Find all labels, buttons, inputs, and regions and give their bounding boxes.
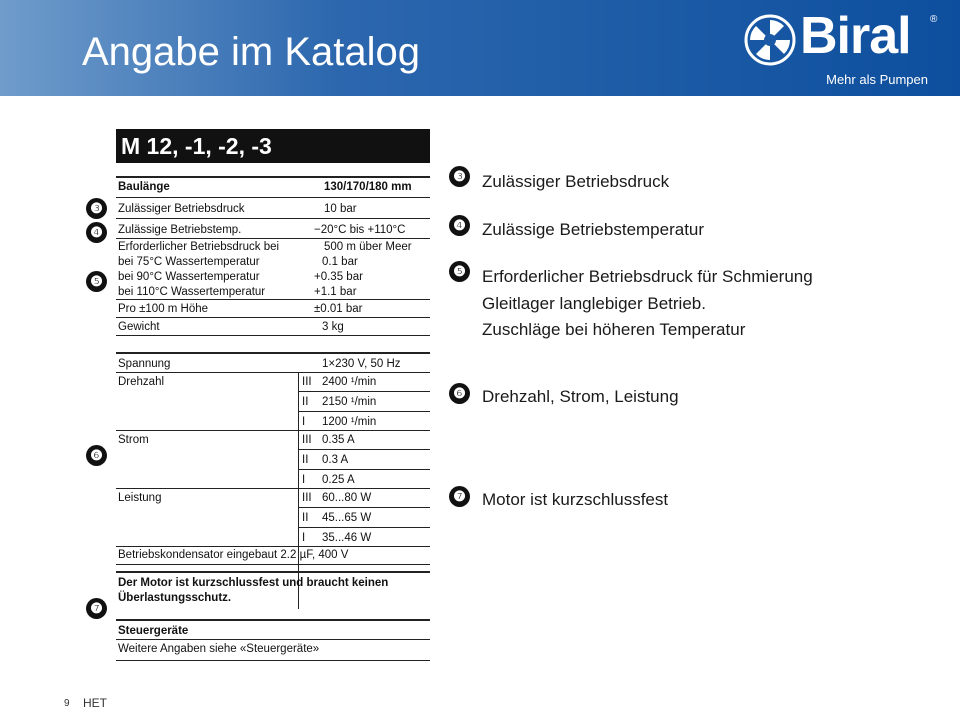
registered-mark: ®: [930, 14, 938, 25]
control-units-text: Weitere Angaben siehe «Steuergeräte»: [118, 643, 320, 655]
row-value: 0.1 bar: [322, 256, 358, 268]
row-label: Zulässige Betriebstemp.: [118, 224, 242, 236]
row-value: 130/170/180 mm: [324, 181, 412, 193]
annotation-6-text: Drehzahl, Strom, Leistung: [482, 387, 679, 406]
row-value: 2400 ¹/min: [322, 376, 377, 388]
row-value: 35...46 W: [322, 532, 372, 544]
divider: [298, 391, 430, 392]
marker-6: ❻: [86, 445, 107, 466]
divider: [116, 299, 430, 300]
marker-4: ❹: [86, 222, 107, 243]
row-value: 2150 ¹/min: [322, 396, 377, 408]
slide-title: Angabe im Katalog: [82, 30, 421, 74]
row-label: Zulässiger Betriebsdruck: [118, 203, 245, 215]
annotation-5-line2: Gleitlager langlebiger Betrieb.: [482, 294, 706, 313]
row-value: 0.3 A: [322, 454, 349, 466]
row-value: 45...65 W: [322, 512, 372, 524]
stage-label: II: [302, 454, 309, 466]
stage-column-divider: [298, 372, 299, 609]
row-value: 0.25 A: [322, 474, 355, 486]
row-value: −20°C bis +110°C: [314, 224, 406, 236]
stage-label: I: [302, 474, 306, 486]
divider: [116, 619, 430, 621]
row-label: Leistung: [118, 492, 162, 504]
stage-label: I: [302, 532, 306, 544]
row-value: 0.35 A: [322, 434, 355, 446]
annotation-5-line1: Erforderlicher Betriebsdruck für Schmierung: [482, 267, 813, 286]
row-label: Gewicht: [118, 321, 160, 333]
divider: [116, 352, 430, 354]
divider: [116, 546, 430, 547]
divider: [298, 527, 430, 528]
divider: [116, 218, 430, 219]
divider: [116, 639, 430, 640]
row-value: +1.1 bar: [314, 286, 357, 298]
divider: [116, 317, 430, 318]
annotation-4-text: Zulässige Betriebstemperatur: [482, 220, 705, 239]
divider: [298, 507, 430, 508]
row-value: 10 bar: [324, 203, 357, 215]
row-value: 1×230 V, 50 Hz: [322, 358, 401, 370]
row-label: Spannung: [118, 358, 171, 370]
divider: [116, 335, 430, 336]
annotation-5-line3: Zuschläge bei höheren Temperatur: [482, 320, 746, 339]
divider: [116, 430, 430, 431]
divider: [116, 176, 430, 178]
stage-label: III: [302, 434, 312, 446]
row-value: ±0.01 bar: [314, 303, 363, 315]
motor-note-line2: Überlastungsschutz.: [118, 592, 232, 604]
catalog-datasheet: [116, 127, 430, 663]
marker-7: ❼: [86, 598, 107, 619]
stage-label: III: [302, 492, 312, 504]
annotation-3-marker: ❸: [449, 166, 470, 187]
divider: [298, 469, 430, 470]
divider: [116, 564, 430, 565]
stage-label: III: [302, 376, 312, 388]
brand-name: Biral: [800, 7, 911, 65]
annotation-4-marker: ❹: [449, 215, 470, 236]
row-label: Drehzahl: [118, 376, 165, 388]
annotation-6-marker: ❻: [449, 383, 470, 404]
row-label: bei 90°C Wassertemperatur: [118, 271, 260, 283]
row-value: +0.35 bar: [314, 271, 363, 283]
row-value: 500 m über Meer: [324, 241, 412, 253]
pump-impeller-icon: [744, 14, 796, 66]
row-label: Erforderlicher Betriebsdruck bei: [118, 241, 280, 253]
annotation-7-marker: ❼: [449, 486, 470, 507]
footer-label: HET: [83, 696, 107, 710]
row-label: bei 110°C Wassertemperatur: [118, 286, 266, 298]
brand-logo: [744, 7, 944, 88]
annotation-5-marker: ❺: [449, 261, 470, 282]
control-units-heading: Steuergeräte: [118, 625, 189, 637]
divider: [116, 660, 430, 661]
header-banner: [0, 0, 960, 96]
divider: [298, 411, 430, 412]
row-value: 1200 ¹/min: [322, 416, 377, 428]
marker-5: ❺: [86, 271, 107, 292]
row-label: Baulänge: [118, 181, 170, 193]
divider: [116, 372, 430, 373]
capacitor-note: Betriebskondensator eingebaut 2.2 µF, 400 V: [118, 549, 349, 561]
annotation-3-text: Zulässiger Betriebsdruck: [482, 172, 670, 191]
annotation-7-text: Motor ist kurzschlussfest: [482, 490, 669, 509]
motor-note-line1: Der Motor ist kurzschlussfest und braucht keinen: [118, 577, 389, 589]
page-number: 9: [64, 698, 70, 709]
divider: [298, 449, 430, 450]
stage-label: I: [302, 416, 306, 428]
divider: [116, 571, 430, 573]
row-value: 60...80 W: [322, 492, 372, 504]
divider: [116, 197, 430, 198]
divider: [116, 488, 430, 489]
divider: [116, 238, 430, 239]
row-label: bei 75°C Wassertemperatur: [118, 256, 260, 268]
model-heading: M 12, -1, -2, -3: [116, 129, 430, 163]
row-value: 3 kg: [322, 321, 344, 333]
row-label: Strom: [118, 434, 149, 446]
stage-label: II: [302, 512, 309, 524]
brand-tagline: Mehr als Pumpen: [826, 72, 928, 87]
marker-3: ❸: [86, 198, 107, 219]
stage-label: II: [302, 396, 309, 408]
row-label: Pro ±100 m Höhe: [118, 303, 209, 315]
